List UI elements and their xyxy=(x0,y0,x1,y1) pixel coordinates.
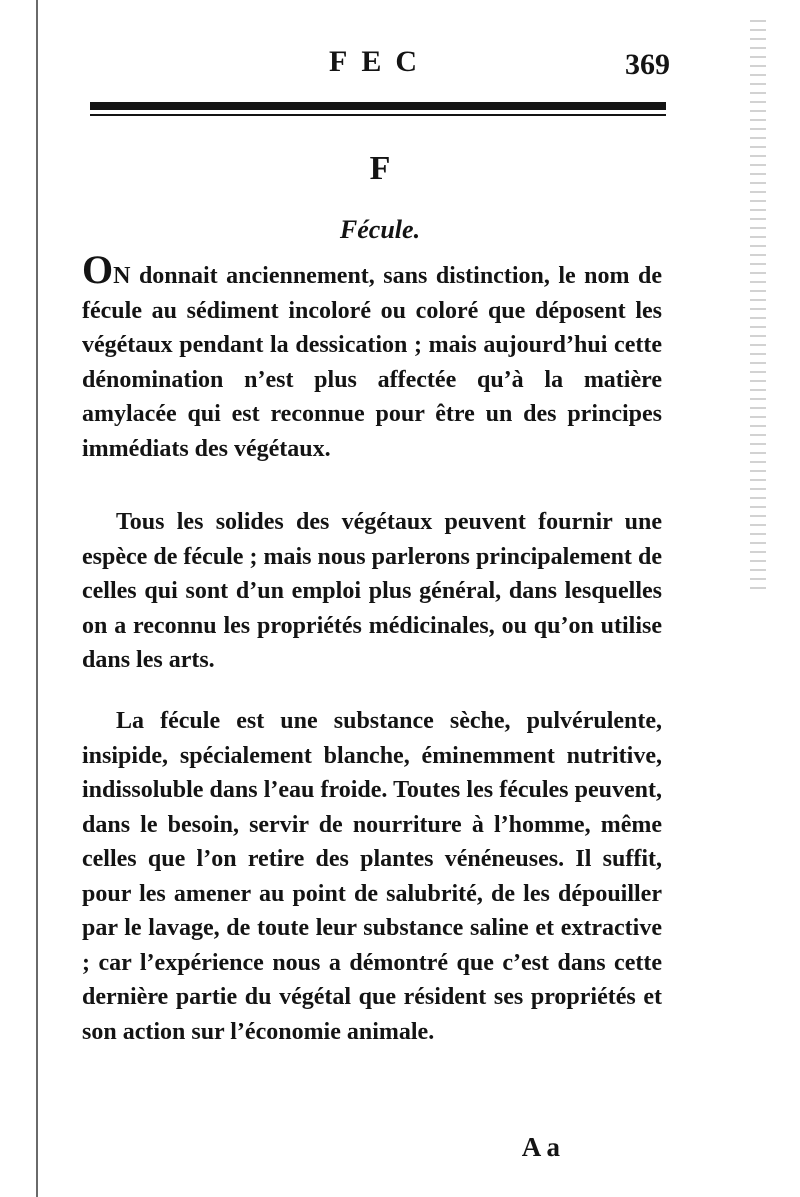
initial-letter: O xyxy=(82,247,114,292)
header-rule-thick xyxy=(90,102,666,110)
article-title: Fécule. xyxy=(339,215,421,244)
catchword: A a xyxy=(521,1132,560,1162)
paragraph-3: La fécule est une substance sèche, pulvérulente, insipide, spécialement blanche, éminemment nutritive, indissoluble dans l’eau froide. Toutes les fécules peuvent, dans le besoin, servir de nourriture à l’homme, même celles que l’on retire des plantes vénéneuses. Il suffit, pour les amener au point de salubrité, de les dépouiller par le lavage, de toute leur substance saline et extractive ; car l’expérience nous a démontré que c’est dans cette dernière partie du végétal que résident ses propriétés et son action sur l’économie animale. xyxy=(82,708,662,1045)
running-header: FEC xyxy=(329,45,431,78)
paragraph-1-text: N donnait anciennement, sans distinction, le nom de fécule au sédiment incoloré ou coloré que déposent les végétaux pendant la dessication ; mais aujourd’hui cette dénomination n’est plus affectée qu’à la matière amylacée qui est reconnue pour être un des principes immédiats des végétaux. xyxy=(82,263,662,462)
header-rule-thin xyxy=(90,114,666,116)
paragraph-1 xyxy=(82,247,662,466)
section-letter: F xyxy=(369,150,391,187)
paragraph-2: Tous les solides des végétaux peuvent fournir une espèce de fécule ; mais nous parlerons principalement de celles qui sont d’un emploi plus général, dans lesquelles on a reconnu les propriétés médicinales, ou qu’on utilise dans les arts. xyxy=(82,509,662,673)
page-number: 369 xyxy=(625,48,670,81)
header-double-rule xyxy=(90,102,666,118)
bleed-through-marks xyxy=(750,20,766,590)
page-left-margin-line xyxy=(36,0,38,1197)
